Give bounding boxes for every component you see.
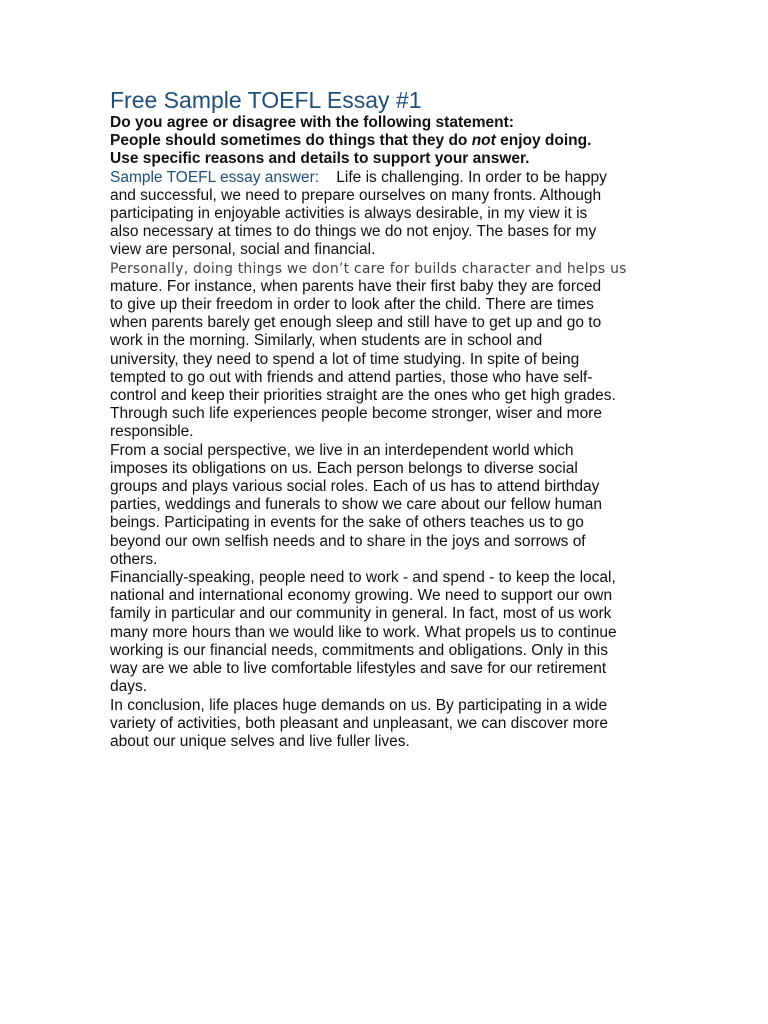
prompt-line-2 [110, 132, 670, 150]
prompt-line-2-before: People should sometimes do things that they do [110, 132, 472, 150]
paragraph-conclusion: In conclusion, life places huge demands on us. By participating in a wide variety of activities, both pleasant and unpleasant, we can discover more about our unique selves and live fuller lives. [110, 696, 608, 750]
prompt-emphasis: not [471, 132, 496, 150]
paragraph-intro [110, 169, 670, 260]
essay-page [110, 86, 670, 751]
paragraph-financial: Financially-speaking, people need to work - and spend - to keep the local, national and international economy growing. We need to support our own family in particular and our community in general. In fact, most of us work many more hours than we would like to work. What propels us to continue working is our financial needs, commitments and obligations. Only in this way are we able to live comfortable lifestyles and save for our retirement days. [110, 569, 617, 696]
paragraph-personal [110, 260, 670, 442]
prompt-line-2-after: enjoy doing. [495, 132, 592, 150]
paragraph-personal-first-line: Personally, doing things we don’t care for builds character and helps us [110, 260, 627, 277]
prompt-line-3: Use specific reasons and details to support your answer. [110, 150, 530, 168]
paragraph-intro-text: Life is challenging. In order to be happy and successful, we need to prepare ourselves on many fronts. Although participating in enjoyable activities is always desirable, in my view it is also necessary at times to do things we do not enjoy. The bases for my view are personal, social and financial. [110, 168, 607, 259]
answer-label: Sample TOEFL essay answer: [110, 168, 320, 186]
prompt-line-1: Do you agree or disagree with the following statement: [110, 114, 514, 131]
paragraph-personal-text: mature. For instance, when parents have their first baby they are forced to give up their freedom in order to look after the child. There are times when parents barely get enough sleep and still have to get up and go to work in the morning. Similarly, when students are in school and university, they need to spend a lot of time studying. In spite of being tempted to go out with friends and attend parties, those who have self- control and keep their priorities straight are the ones who get high grades. Through such life experiences people become stronger, wiser and more responsible. [110, 277, 616, 441]
essay-title: Free Sample TOEFL Essay #1 [110, 87, 422, 113]
paragraph-social: From a social perspective, we live in an interdependent world which imposes its obligations on us. Each person belongs to diverse social groups and plays various social roles. Each of us has to attend birthday parties, weddings and funerals to show we care about our fellow human beings. Participating in events for the sake of others teaches us to go beyond our own selfish needs and to share in the joys and sorrows of others. [110, 441, 602, 568]
